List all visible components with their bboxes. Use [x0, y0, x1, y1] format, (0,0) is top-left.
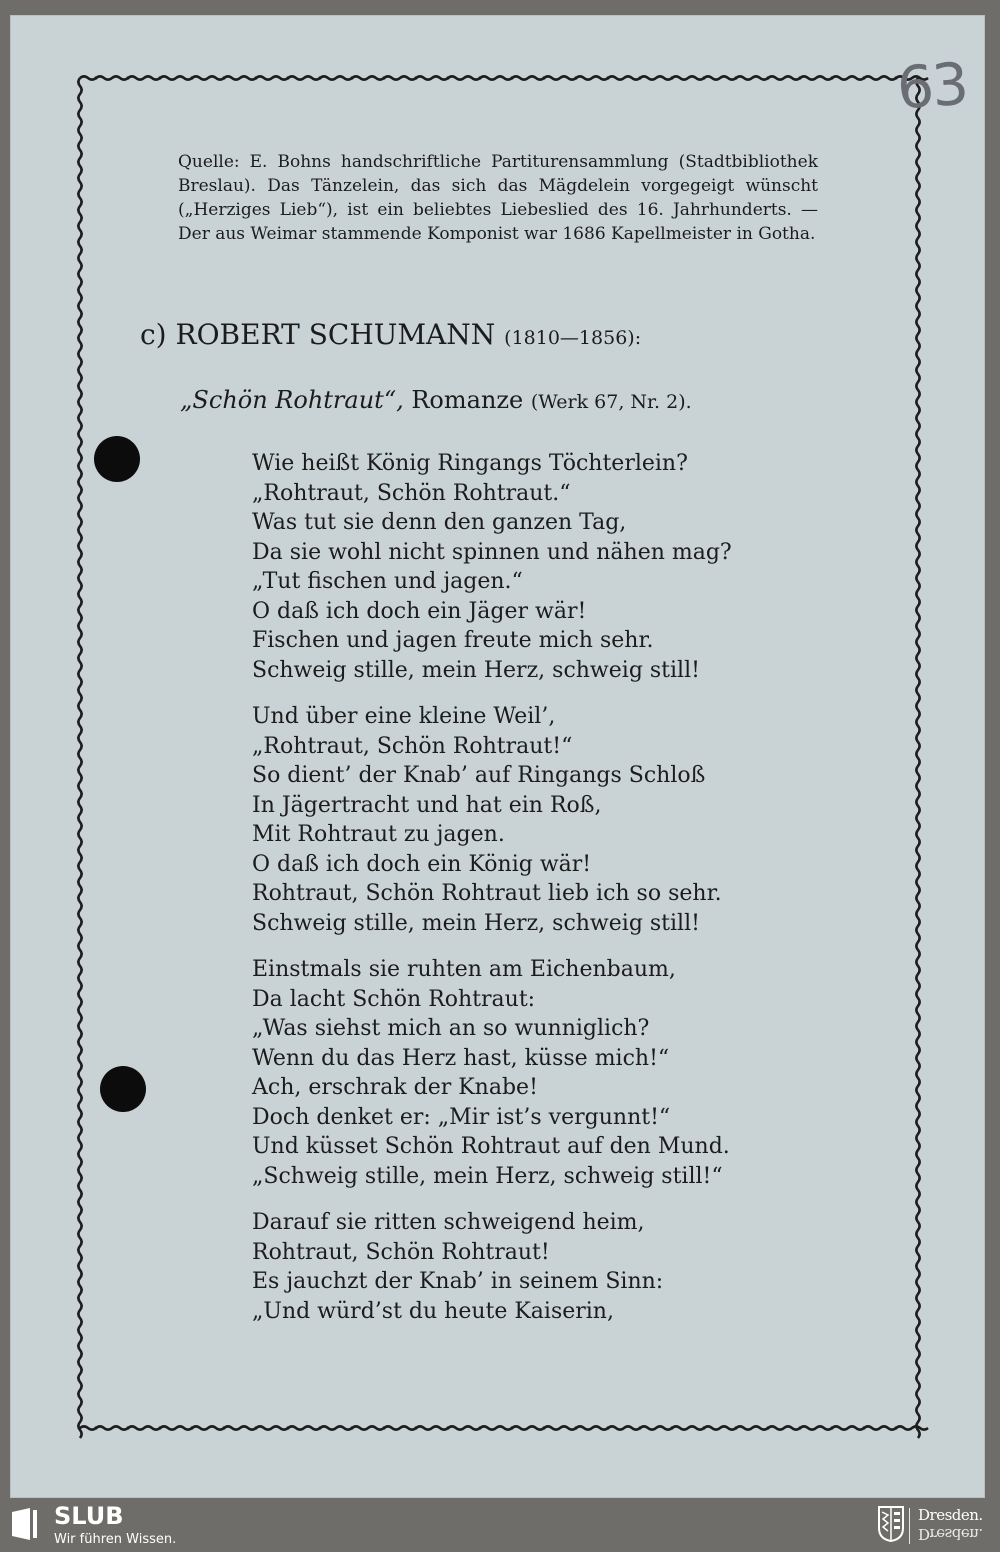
poem-line: Da lacht Schön Rohtraut: — [252, 986, 536, 1012]
border-dot — [862, 1426, 865, 1429]
border-dot — [510, 1426, 513, 1429]
poem-line: Da sie wohl nicht spinnen und nähen mag? — [252, 539, 732, 565]
border-dot — [606, 1426, 609, 1429]
poem-line: Und küsset Schön Rohtraut auf den Mund. — [252, 1134, 730, 1159]
border-dot — [798, 76, 801, 79]
footer-bar — [0, 1500, 1000, 1552]
poem-line: „Schweig stille, mein Herz, schweig still!“ — [252, 1163, 723, 1189]
composer-dates: (1810—1856): — [504, 327, 642, 349]
border-dot — [254, 1426, 257, 1429]
poem-stanza — [252, 702, 722, 938]
border-dot — [574, 1426, 577, 1429]
border-dot — [766, 76, 769, 79]
punch-hole — [94, 436, 140, 482]
library-name: SLUB — [54, 1502, 124, 1530]
poem-line: Wie heißt König Ringangs Töchterlein? — [252, 451, 688, 476]
border-dot — [478, 76, 481, 79]
border-dot — [862, 76, 865, 79]
border-wave-line — [916, 78, 919, 1438]
border-dot — [190, 1426, 193, 1429]
border-dot — [734, 76, 737, 79]
poem-line: Es jauchzt der Knab’ in seinem Sinn: — [252, 1269, 664, 1294]
poem-stanza — [252, 955, 730, 1191]
poem-line: O daß ich doch ein Jäger wär! — [252, 598, 587, 624]
handwritten-page-number: 63 — [894, 49, 970, 123]
poem-line: Und über eine kleine Weil’, — [252, 704, 556, 729]
border-dot — [638, 1426, 641, 1429]
border-dot — [542, 76, 545, 79]
border-dot — [638, 76, 641, 79]
border-dot — [414, 1426, 417, 1429]
city-name-reflection: Dresden. — [918, 1525, 983, 1543]
border-dot — [830, 1426, 833, 1429]
border-dot — [478, 1426, 481, 1429]
border-dot — [734, 1426, 737, 1429]
border-dot — [382, 76, 385, 79]
border-dot — [382, 1426, 385, 1429]
border-dot — [542, 1426, 545, 1429]
border-dot — [766, 1426, 769, 1429]
poem-line: „Und würd’st du heute Kaiserin, — [252, 1298, 614, 1324]
poem-line: Schweig stille, mein Herz, schweig still! — [252, 910, 700, 936]
poem-line: Fischen und jagen freute mich sehr. — [252, 628, 654, 653]
poem-stanza — [252, 449, 732, 685]
song-opus: (Werk 67, Nr. 2). — [530, 391, 692, 413]
poem-line: In Jägertracht und hat ein Roß, — [252, 792, 602, 818]
border-dot — [158, 1426, 161, 1429]
poem-line: Wenn du das Herz hast, küsse mich!“ — [252, 1045, 670, 1071]
border-dot — [286, 1426, 289, 1429]
border-dot — [670, 76, 673, 79]
border-dot — [222, 76, 225, 79]
border-dot — [574, 76, 577, 79]
border-dot — [222, 1426, 225, 1429]
border-dot — [190, 76, 193, 79]
border-dot — [798, 1426, 801, 1429]
dresden-crest-icon — [878, 1506, 904, 1542]
border-dot — [702, 1426, 705, 1429]
border-dot — [894, 1426, 897, 1429]
border-dot — [318, 1426, 321, 1429]
song-title-line — [180, 386, 692, 414]
section-marker: c) — [140, 318, 167, 351]
poem-line: „Tut fischen und jagen.“ — [252, 569, 523, 594]
border-dot — [670, 1426, 673, 1429]
punch-hole — [100, 1066, 146, 1112]
slub-logo-icon — [8, 1506, 46, 1544]
border-dot — [702, 76, 705, 79]
border-dot — [446, 1426, 449, 1429]
border-dot — [126, 1426, 129, 1429]
poem-line: Rohtraut, Schön Rohtraut! — [252, 1239, 550, 1265]
library-tagline: Wir führen Wissen. — [54, 1532, 177, 1547]
border-dot — [510, 76, 513, 79]
poem-line: „Was siehst mich an so wunniglich? — [252, 1016, 650, 1041]
composer-name: ROBERT SCHUMANN — [175, 318, 496, 351]
city-name: Dresden. — [918, 1506, 983, 1524]
border-dot — [830, 76, 833, 79]
section-heading — [140, 318, 641, 351]
song-title: „Schön Rohtraut“, — [180, 386, 404, 414]
poem-line: „Rohtraut, Schön Rohtraut!“ — [252, 733, 573, 759]
poem-line: Rohtraut, Schön Rohtraut lieb ich so sehr. — [252, 881, 722, 906]
border-dot — [446, 76, 449, 79]
border-dot — [126, 76, 129, 79]
poem-line: „Rohtraut, Schön Rohtraut.“ — [252, 480, 571, 506]
border-dot — [94, 1426, 97, 1429]
border-dot — [350, 1426, 353, 1429]
poem-stanza — [252, 1208, 663, 1326]
poem-line: Was tut sie denn den ganzen Tag, — [252, 510, 627, 535]
poem-line: O daß ich doch ein König wär! — [252, 851, 592, 877]
border-dot — [318, 76, 321, 79]
border-dot — [94, 76, 97, 79]
border-dot — [414, 76, 417, 79]
poem-line: Mit Rohtraut zu jagen. — [252, 822, 505, 847]
border-dot — [286, 76, 289, 79]
border-wave-line — [78, 78, 81, 1438]
footer-divider — [909, 1508, 910, 1544]
poem-line: Doch denket er: „Mir ist’s vergunnt!“ — [252, 1104, 671, 1130]
poem-line: Einstmals sie ruhten am Eichenbaum, — [252, 957, 676, 982]
border-dot — [350, 76, 353, 79]
poem-line: Darauf sie ritten schweigend heim, — [252, 1210, 645, 1235]
poem-line: Schweig stille, mein Herz, schweig still! — [252, 657, 700, 683]
source-note: Quelle: E. Bohns handschriftliche Partiturensammlung (Stadtbibliothek Breslau). Das Tänzelein, das sich das Mägdelein vorgegeigt wünscht („Herziges Lieb“), ist ein beliebtes Liebeslied des 16. Jahrhunderts. — Der aus Weimar stammende Komponist war 1686 Kapellmeister in Gotha. — [178, 152, 818, 244]
border-dot — [158, 76, 161, 79]
border-dot — [254, 76, 257, 79]
border-dot — [606, 76, 609, 79]
poem-line: So dient’ der Knab’ auf Ringangs Schloß — [252, 763, 706, 788]
song-genre: Romanze — [411, 386, 524, 414]
poem-line: Ach, erschrak der Knabe! — [252, 1075, 538, 1100]
